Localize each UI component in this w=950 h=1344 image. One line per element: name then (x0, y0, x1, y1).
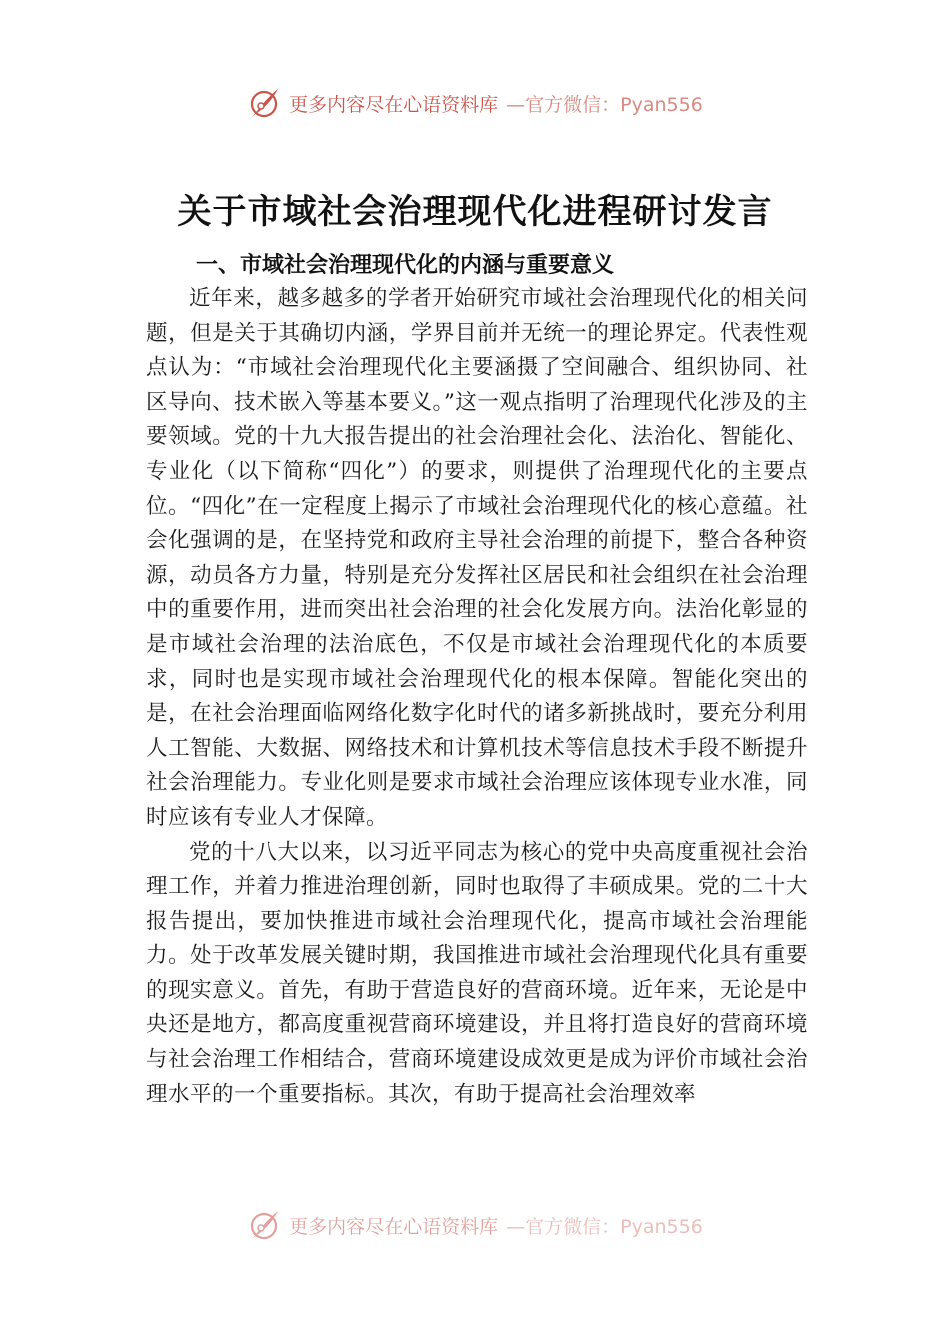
watermark-footer (0, 1208, 950, 1242)
document-title: 关于市域社会治理现代化进程研讨发言 (177, 192, 773, 232)
watermark-main-text: 更多内容尽在心语资料库 (289, 1215, 499, 1238)
watermark-main-text: 更多内容尽在心语资料库 (289, 93, 499, 116)
watermark-side-text: —官方微信：Pyan556 (506, 1215, 703, 1238)
watermark-header (0, 86, 950, 120)
watermark-side-text: —官方微信：Pyan556 (506, 93, 703, 116)
body-paragraph-2: 党的十八大以来，以习近平同志为核心的党中央高度重视社会治理工作，并着力推进治理创新，同时也取得了丰硕成果。党的二十大报告提出，要加快推进市域社会治理现代化，提高市域社会治理能力。处于改革发展关键时期，我国推进市域社会治理现代化具有重要的现实意义。首先，有助于营造良好的营商环境。近年来，无论是中央还是地方，都高度重视营商环境建设，并且将打造良好的营商环境与社会治理工作相结合，营商环境建设成效更是成为评价市域社会治理水平的一个重要指标。其次，有助于提高社会治理效率 (146, 839, 808, 1107)
body-paragraph-1: 近年来，越多越多的学者开始研究市域社会治理现代化的相关问题，但是关于其确切内涵，学界目前并无统一的理论界定。代表性观点认为：“市域社会治理现代化主要涵摄了空间融合、组织协同、社区导向、技术嵌入等基本要义。”这一观点指明了治理现代化涉及的主要领域。党的十九大报告提出的社会治理社会化、法治化、智能化、专业化（以下简称“四化”）的要求，则提供了治理现代化的主要点位。“四化”在一定程度上揭示了市域社会治理现代化的核心意蕴。社会化强调的是，在坚持党和政府主导社会治理的前提下，整合各种资源，动员各方力量，特别是充分发挥社区居民和社会组织在社会治理中的重要作用，进而突出社会治理的社会化发展方向。法治化彰显的是市域社会治理的法治底色，不仅是市域社会治理现代化的本质要求，同时也是实现市域社会治理现代化的根本保障。智能化突出的是，在社会治理面临网络化数字化时代的诸多新挑战时，要充分利用人工智能、大数据、网络技术和计算机技术等信息技术手段不断提升社会治理能力。专业化则是要求市域社会治理应该体现专业水准，同时应该有专业人才保障。 (146, 286, 808, 830)
section-heading: 一、市域社会治理现代化的内涵与重要意义 (196, 253, 615, 278)
document-body (146, 282, 808, 1112)
feather-logo-icon (247, 86, 281, 120)
feather-logo-icon (247, 1208, 281, 1242)
